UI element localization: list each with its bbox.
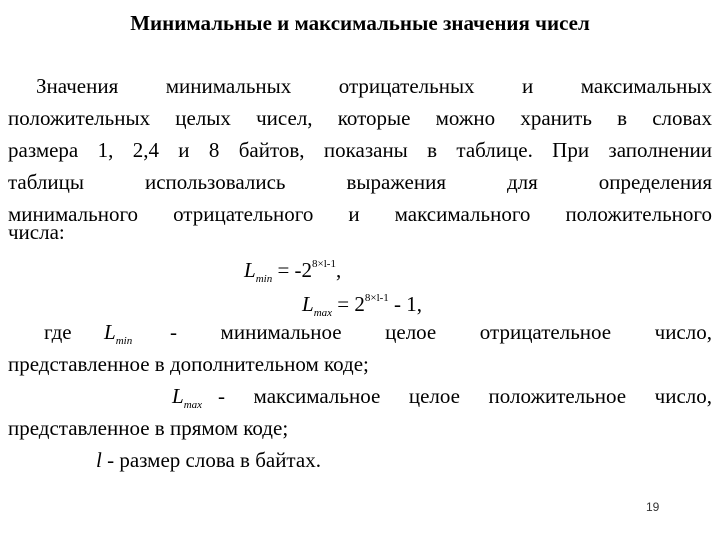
- page-number: 19: [646, 500, 660, 514]
- definition-lmax-symbol: L: [172, 384, 184, 408]
- formula-lmin-suffix: ,: [335, 258, 342, 282]
- definition-lmax-text: - максимальное целое положительное число,: [218, 384, 712, 408]
- paragraph-line-4: таблицы использовались выражения для определения: [8, 170, 712, 194]
- formula-lmin-exponent: 8×l-1: [312, 258, 336, 270]
- formula-lmin-symbol: L: [244, 258, 256, 282]
- definition-lmin-subscript: min: [115, 335, 133, 347]
- paragraph-line-1: Значения минимальных отрицательных и максимальных: [36, 74, 712, 98]
- paragraph-line-3: размера 1, 2,4 и 8 байтов, показаны в таблице. При заполнении: [8, 138, 712, 162]
- definition-l-text: - размер слова в байтах.: [101, 448, 321, 472]
- formula-lmax-exponent: 8×l-1: [364, 292, 389, 304]
- formula-lmin-rhs: = -2: [272, 258, 313, 282]
- formula-lmax-rhs: = 2: [332, 292, 365, 316]
- formula-lmax-symbol: L: [302, 292, 314, 316]
- paragraph-line-6: числа:: [8, 220, 65, 244]
- definition-lmin-text: - минимальное целое отрицательное число,: [170, 320, 712, 344]
- definition-lmin-symbol: L: [104, 320, 116, 344]
- definition-l: [96, 446, 321, 474]
- definition-lmin-prefix: где: [44, 320, 72, 344]
- definition-l-symbol: l: [96, 448, 102, 472]
- definition-lmax-continuation: представленное в прямом коде;: [8, 416, 289, 440]
- slide-title: Минимальные и максимальные значения чисел: [130, 11, 590, 35]
- definition-lmin-continuation: представленное в дополнительном коде;: [8, 352, 369, 376]
- paragraph-line-5: минимального отрицательного и максимального положительного: [8, 202, 712, 226]
- formula-lmax-suffix: - 1,: [388, 292, 423, 316]
- formula-lmin-subscript: min: [255, 273, 273, 285]
- paragraph-line-2: положительных целых чисел, которые можно хранить в словах: [8, 106, 712, 130]
- formula-lmax-subscript: max: [313, 307, 333, 319]
- definition-lmax-subscript: max: [183, 399, 203, 411]
